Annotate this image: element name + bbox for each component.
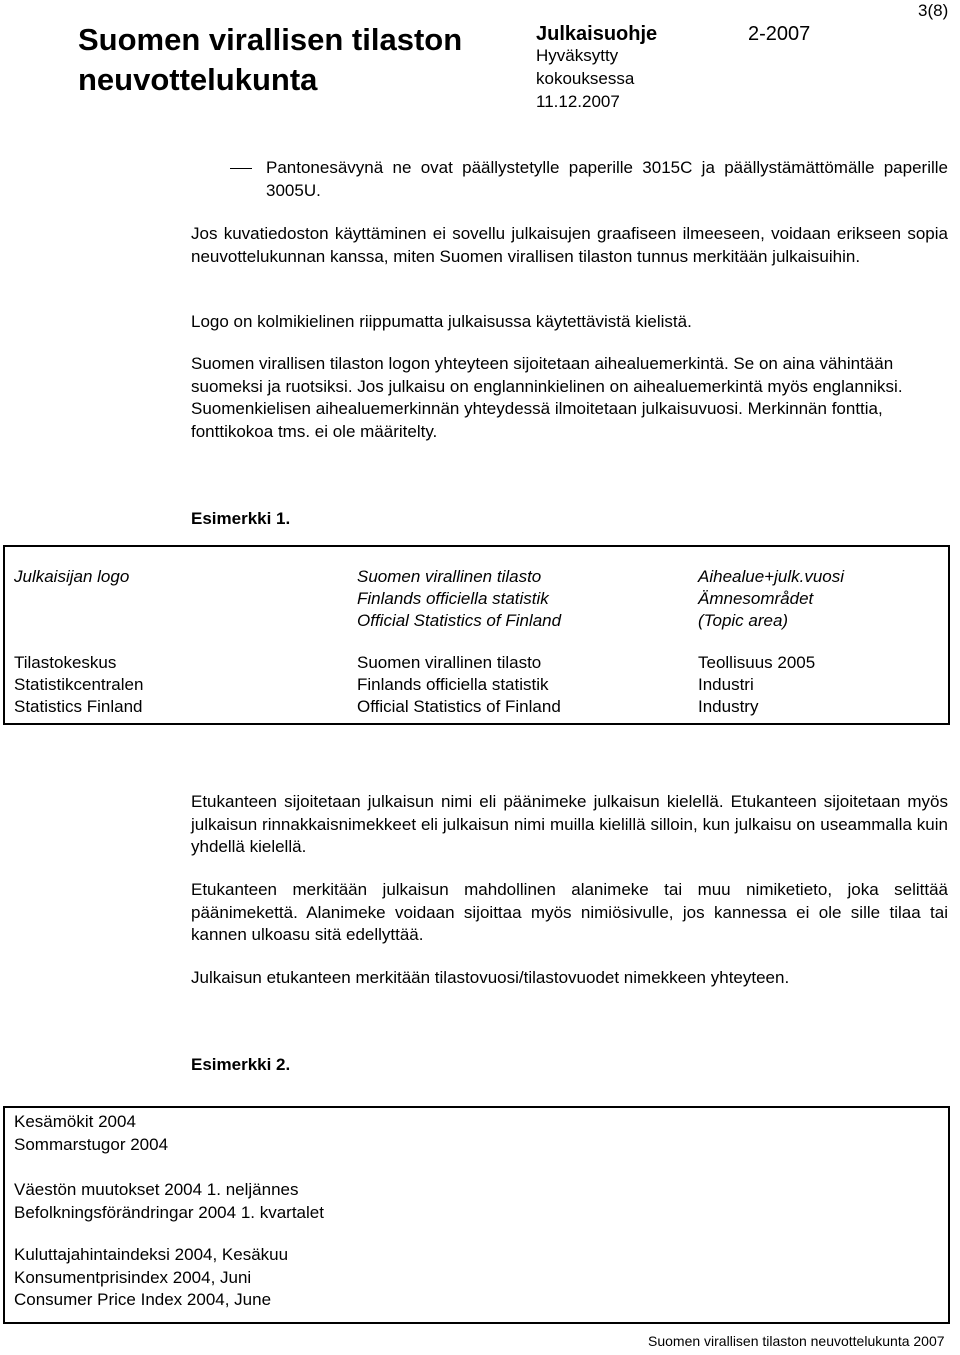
example-2-title: Esimerkki 2. [191, 1055, 291, 1074]
approval-note: Hyväksytty kokouksessa 11.12.2007 [536, 46, 635, 111]
example-1-header-statistics: Suomen virallinen tilasto Finlands officiella statistik Official Statistics of Finland [357, 567, 562, 630]
paragraph: Logo on kolmikielinen riippumatta julkaisussa käytettävistä kielistä. [191, 312, 692, 331]
paragraph: Etukanteen sijoitetaan julkaisun nimi eli päänimeke julkaisun kielellä. Etukanteen sijoitetaan myös julkaisun rinnakkaisnimekkeet eli julkaisun nimi muilla kielillä silloin, kun julkaisu on useammalla kuin yhdellä kielellä. [191, 792, 948, 856]
paragraph: Jos kuvatiedoston käyttäminen ei sovellu julkaisujen graafiseen ilmeeseen, voidaan erikseen sopia neuvottelukunnan kanssa, miten Suomen virallisen tilaston tunnus merkitään julkaisuihin. [191, 224, 948, 266]
bullet-dash [230, 168, 252, 169]
paragraph: Julkaisun etukanteen merkitään tilastovuosi/tilastovuodet nimekkeen yhteyteen. [191, 968, 790, 987]
example-1-header-topic: Aihealue+julk.vuosi Ämnesområdet (Topic area) [698, 567, 845, 630]
organization-name: Suomen virallisen tilaston neuvottelukunta [78, 22, 463, 97]
example-2-title-group: Kuluttajahintaindeksi 2004, Kesäkuu Konsumentprisindex 2004, Juni Consumer Price Index 2004, June [14, 1245, 289, 1309]
paragraph: Etukanteen merkitään julkaisun mahdollinen alanimeke tai muu nimiketieto, joka selittää päänimekettä. Alanimeke voidaan sijoittaa myös nimiösivulle, jos kannessa ei ole sille tilaa tai kannen ulkoasu sitä edellyttää. [191, 880, 948, 944]
document-number: 2-2007 [748, 23, 811, 45]
example-1-value-statistics: Suomen virallinen tilasto Finlands officiella statistik Official Statistics of Finland [357, 653, 561, 716]
example-1-value-publisher: Tilastokeskus Statistikcentralen Statistics Finland [14, 653, 144, 716]
example-2-title-group: Väestön muutokset 2004 1. neljännes Befolkningsförändringar 2004 1. kvartalet [14, 1180, 324, 1222]
bullet-text: Pantonesävynä ne ovat päällystetylle paperille 3015C ja päällystämättömälle paperille 3005U. [266, 158, 948, 200]
paragraph: Suomen virallisen tilaston logon yhteyteen sijoitetaan aihealuemerkintä. Se on aina vähintään suomeksi ja ruotsiksi. Jos julkaisu on englanninkielinen on aihealuemerkintä myös englanniksi. Suomenkielisen aihealuemerkinnän yhteydessä ilmoitetaan julkaisuvuosi. Merkinnän fonttia, fonttikokoa tms. ei ole määritelty. [191, 354, 903, 441]
example-1-header-logo: Julkaisijan logo [14, 567, 130, 586]
page-number: 3(8) [918, 1, 949, 20]
example-1-title: Esimerkki 1. [191, 509, 291, 528]
example-2-title-group: Kesämökit 2004 Sommarstugor 2004 [14, 1112, 169, 1154]
document-type: Julkaisuohje [536, 23, 658, 45]
example-1-value-topic: Teollisuus 2005 Industri Industry [698, 653, 816, 716]
page-footer: Suomen virallisen tilaston neuvottelukunta 2007 [648, 1333, 945, 1349]
